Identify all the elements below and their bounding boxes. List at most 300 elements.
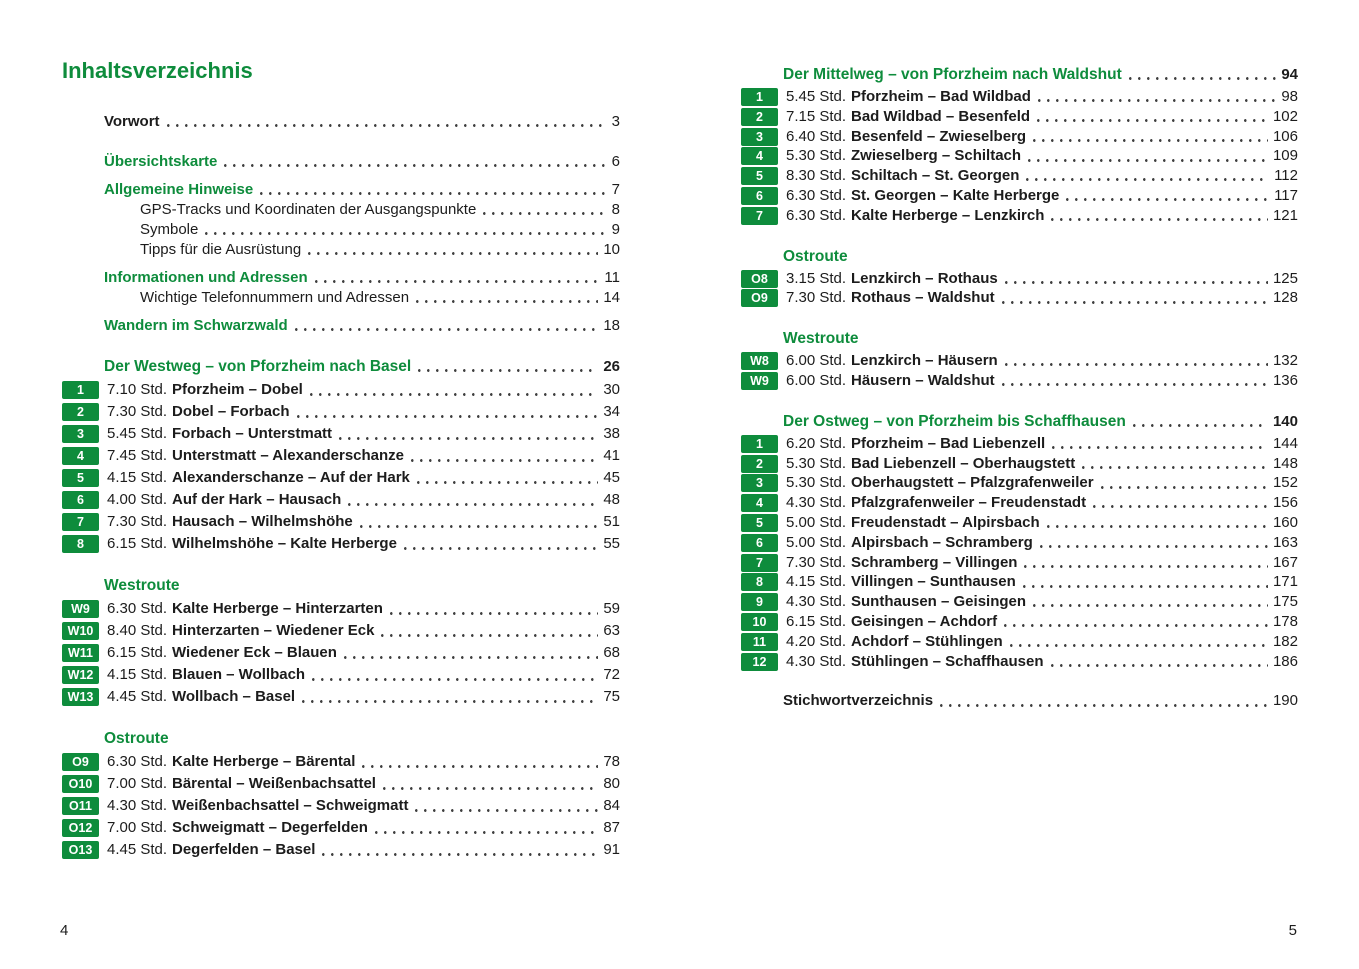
stage-title: Bad Wildbad – Besenfeld bbox=[851, 107, 1031, 125]
dot-leader bbox=[1047, 513, 1268, 533]
stage-duration: 4.30 Std. bbox=[786, 494, 847, 512]
stage-title: Pforzheim – Bad Wildbad bbox=[851, 88, 1031, 105]
dot-leader bbox=[362, 751, 598, 773]
dot-leader bbox=[322, 839, 598, 861]
page-ref: 80 bbox=[603, 775, 620, 792]
section-heading-label: Ostroute bbox=[783, 247, 848, 265]
page-ref: 94 bbox=[1281, 66, 1298, 83]
dot-leader bbox=[205, 220, 606, 240]
page-ref: 132 bbox=[1272, 352, 1298, 370]
dot-leader bbox=[302, 686, 598, 708]
stage-duration: 4.15 Std. bbox=[107, 469, 168, 486]
page-ref: 10 bbox=[603, 241, 620, 258]
section-heading bbox=[741, 246, 1298, 267]
stage-duration: 7.30 Std. bbox=[107, 513, 168, 530]
page-ref: 109 bbox=[1272, 147, 1298, 165]
dot-leader bbox=[1002, 371, 1268, 391]
stage-duration: 8.40 Std. bbox=[107, 622, 168, 639]
dot-leader bbox=[1026, 166, 1269, 186]
toc-entry bbox=[62, 316, 620, 336]
stage-duration: 4.30 Std. bbox=[786, 652, 847, 670]
page-ref: 59 bbox=[603, 600, 620, 617]
toc-row bbox=[62, 489, 620, 511]
dot-leader bbox=[483, 200, 606, 220]
stage-badge: 6 bbox=[741, 534, 778, 552]
stage-duration: 6.00 Std. bbox=[786, 352, 847, 370]
toc-row bbox=[741, 454, 1298, 474]
page-ref: 121 bbox=[1272, 206, 1298, 224]
page-ref: 55 bbox=[603, 535, 620, 552]
page-ref: 18 bbox=[603, 317, 620, 334]
stage-title: Bad Liebenzell – Oberhaugstett bbox=[851, 454, 1076, 472]
stage-list bbox=[741, 87, 1298, 226]
toc-row bbox=[741, 493, 1298, 513]
page-ref: 190 bbox=[1272, 692, 1298, 710]
toc-row bbox=[62, 751, 620, 773]
page-ref: 128 bbox=[1272, 289, 1298, 307]
stage-badge: O13 bbox=[62, 841, 99, 859]
stage-title: Rothaus – Waldshut bbox=[851, 289, 995, 307]
page-ref: 48 bbox=[603, 491, 620, 508]
page-ref: 102 bbox=[1272, 107, 1298, 125]
dot-leader bbox=[1066, 186, 1269, 206]
stage-title: Alpirsbach – Schramberg bbox=[851, 533, 1033, 551]
dot-leader bbox=[1051, 206, 1268, 226]
dot-leader bbox=[348, 489, 598, 511]
page-ref: 136 bbox=[1272, 371, 1298, 389]
toc-entry bbox=[62, 220, 620, 240]
dot-leader bbox=[310, 379, 598, 401]
toc-row bbox=[62, 511, 620, 533]
stage-badge: O10 bbox=[62, 775, 99, 793]
stage-badge: W9 bbox=[62, 600, 99, 618]
page-ref: 75 bbox=[603, 688, 620, 705]
toc-row bbox=[741, 434, 1298, 454]
stage-title: Schramberg – Villingen bbox=[851, 553, 1018, 571]
stage-badge: 5 bbox=[62, 469, 99, 487]
stage-badge: 1 bbox=[741, 88, 778, 106]
section-heading-label: Ostroute bbox=[104, 730, 169, 747]
stage-badge: 7 bbox=[741, 207, 778, 225]
toc-row bbox=[62, 664, 620, 686]
section-heading-label: Der Westweg – von Pforzheim nach Basel bbox=[104, 358, 412, 375]
stage-duration: 6.30 Std. bbox=[107, 753, 168, 770]
stage-duration: 4.45 Std. bbox=[107, 688, 168, 705]
dot-leader bbox=[360, 511, 599, 533]
section-heading bbox=[741, 328, 1298, 349]
stage-title: Geisingen – Achdorf bbox=[851, 612, 998, 630]
toc-row bbox=[62, 686, 620, 708]
stage-title: Oberhaugstett – Pfalzgrafenweiler bbox=[851, 474, 1094, 492]
stage-badge: 10 bbox=[741, 613, 778, 631]
dot-leader bbox=[1052, 434, 1268, 454]
document-title: Inhaltsverzeichnis bbox=[62, 58, 253, 83]
stage-duration: 4.30 Std. bbox=[107, 797, 168, 814]
stage-duration: 4.20 Std. bbox=[786, 632, 847, 650]
section-ostweg bbox=[741, 411, 1298, 672]
stage-title: Auf der Hark – Hausach bbox=[172, 491, 342, 508]
toc-row bbox=[62, 401, 620, 423]
page-ref: 51 bbox=[603, 513, 620, 530]
toc-entry-label: Wichtige Telefonnummern und Adressen bbox=[140, 289, 410, 306]
stage-duration: 4.15 Std. bbox=[786, 573, 847, 591]
stage-title: Lenzkirch – Häusern bbox=[851, 352, 998, 370]
stage-duration: 4.45 Std. bbox=[107, 841, 168, 858]
stage-badge: 2 bbox=[741, 455, 778, 473]
stage-duration: 6.30 Std. bbox=[107, 600, 168, 617]
stage-badge: W13 bbox=[62, 688, 99, 706]
toc-entry-label: Informationen und Adressen bbox=[104, 269, 308, 286]
stage-list bbox=[62, 751, 620, 861]
stage-title: Hinterzarten – Wiedener Eck bbox=[172, 622, 375, 639]
stage-duration: 7.30 Std. bbox=[107, 403, 168, 420]
toc-row bbox=[741, 612, 1298, 632]
stage-duration: 4.15 Std. bbox=[107, 666, 168, 683]
stage-duration: 6.20 Std. bbox=[786, 434, 847, 452]
stage-badge: 8 bbox=[741, 573, 778, 591]
stage-title: Besenfeld – Zwieselberg bbox=[851, 127, 1027, 145]
dot-leader bbox=[1005, 351, 1268, 371]
section-heading bbox=[62, 356, 620, 377]
stage-badge: W8 bbox=[741, 352, 778, 370]
page-ref: 87 bbox=[603, 819, 620, 836]
dot-leader bbox=[344, 642, 598, 664]
dot-leader bbox=[1028, 146, 1268, 166]
page-ref: 186 bbox=[1272, 652, 1298, 670]
dot-leader bbox=[1129, 64, 1277, 85]
stage-title: Dobel – Forbach bbox=[172, 403, 290, 420]
stage-duration: 5.30 Std. bbox=[786, 147, 847, 165]
stage-duration: 7.30 Std. bbox=[786, 289, 847, 307]
stage-title: Achdorf – Stühlingen bbox=[851, 632, 1003, 650]
dot-leader bbox=[167, 112, 607, 132]
stage-title: Bärental – Weißenbachsattel bbox=[172, 775, 376, 792]
stage-badge: 2 bbox=[62, 403, 99, 421]
page-ref: 117 bbox=[1274, 186, 1298, 204]
toc-row bbox=[741, 513, 1298, 533]
dot-leader bbox=[381, 620, 598, 642]
folio-right: 5 bbox=[1288, 922, 1297, 939]
toc-entry bbox=[62, 268, 620, 288]
stage-duration: 7.00 Std. bbox=[107, 819, 168, 836]
stage-title: St. Georgen – Kalte Herberge bbox=[851, 186, 1060, 204]
stage-duration: 4.30 Std. bbox=[786, 593, 847, 611]
toc-row bbox=[62, 620, 620, 642]
stage-title: Wilhelmshöhe – Kalte Herberge bbox=[172, 535, 397, 552]
stage-title: Kalte Herberge – Lenzkirch bbox=[851, 206, 1045, 224]
page-ref: 8 bbox=[611, 201, 620, 218]
stage-duration: 7.15 Std. bbox=[786, 107, 847, 125]
page-ref: 63 bbox=[603, 622, 620, 639]
stage-title: Villingen – Sunthausen bbox=[851, 573, 1016, 591]
stage-title: Sunthausen – Geisingen bbox=[851, 593, 1027, 611]
page-ref: 45 bbox=[603, 469, 620, 486]
toc-row bbox=[741, 87, 1298, 107]
page-ref: 98 bbox=[1281, 88, 1298, 105]
toc-row bbox=[62, 817, 620, 839]
page-ref: 78 bbox=[603, 753, 620, 770]
stage-duration: 7.45 Std. bbox=[107, 447, 168, 464]
dot-leader bbox=[940, 691, 1268, 711]
stage-duration: 5.30 Std. bbox=[786, 454, 847, 472]
toc-row bbox=[741, 652, 1298, 672]
stage-duration: 7.30 Std. bbox=[786, 553, 847, 571]
stage-badge: 9 bbox=[741, 593, 778, 611]
section-heading bbox=[62, 575, 620, 596]
toc-row bbox=[741, 533, 1298, 553]
dot-leader bbox=[418, 356, 598, 377]
stage-badge: 3 bbox=[62, 425, 99, 443]
page-ref: 38 bbox=[603, 425, 620, 442]
section-westweg bbox=[62, 356, 620, 555]
dot-leader bbox=[339, 423, 598, 445]
page-ref: 178 bbox=[1272, 612, 1298, 630]
toc-row bbox=[741, 127, 1298, 147]
dot-leader bbox=[416, 288, 598, 308]
stage-title: Stühlingen – Schaffhausen bbox=[851, 652, 1044, 670]
stage-badge: O9 bbox=[741, 289, 778, 307]
section-heading-label: Der Mittelweg – von Pforzheim nach Waldshut bbox=[783, 66, 1122, 83]
toc-row bbox=[62, 773, 620, 795]
dot-leader bbox=[1040, 533, 1268, 553]
toc-entry bbox=[62, 112, 620, 132]
page-ref: 72 bbox=[603, 666, 620, 683]
stage-duration: 3.15 Std. bbox=[786, 269, 847, 287]
page-ref: 26 bbox=[603, 358, 620, 375]
stage-title: Weißenbachsattel – Schweigmatt bbox=[172, 797, 409, 814]
page-ref: 6 bbox=[611, 153, 620, 170]
section-heading bbox=[741, 64, 1298, 85]
stage-badge: 2 bbox=[741, 108, 778, 126]
toc-entry-label: Symbole bbox=[140, 221, 199, 238]
dot-leader bbox=[415, 795, 598, 817]
stage-badge: 6 bbox=[741, 187, 778, 205]
stage-title: Hausach – Wilhelmshöhe bbox=[172, 513, 353, 530]
page-ref: 171 bbox=[1272, 573, 1298, 591]
index-entry bbox=[741, 691, 1298, 711]
stage-badge: O12 bbox=[62, 819, 99, 837]
section-heading bbox=[62, 728, 620, 749]
section-heading-label: Der Ostweg – von Pforzheim bis Schaffhausen bbox=[783, 412, 1126, 430]
toc-entry-label: Allgemeine Hinweise bbox=[104, 181, 254, 198]
stage-duration: 4.00 Std. bbox=[107, 491, 168, 508]
page-ref: 41 bbox=[603, 447, 620, 464]
toc-row bbox=[741, 632, 1298, 652]
toc-entry bbox=[62, 288, 620, 308]
toc-entry-label: GPS-Tracks und Koordinaten der Ausgangspunkte bbox=[140, 201, 477, 218]
stage-title: Alexanderschanze – Auf der Hark bbox=[172, 469, 410, 486]
toc-row bbox=[62, 379, 620, 401]
stage-badge: W11 bbox=[62, 644, 99, 662]
stage-badge: 3 bbox=[741, 128, 778, 146]
folio-left: 4 bbox=[60, 922, 69, 939]
stage-badge: 6 bbox=[62, 491, 99, 509]
page-ref: 68 bbox=[603, 644, 620, 661]
dot-leader bbox=[1005, 269, 1268, 289]
dot-leader bbox=[1033, 127, 1268, 147]
toc-entry bbox=[62, 240, 620, 260]
page-ref: 156 bbox=[1272, 494, 1298, 512]
toc-row bbox=[741, 107, 1298, 127]
toc-row bbox=[62, 533, 620, 555]
toc-row bbox=[741, 553, 1298, 573]
section-westroute bbox=[62, 575, 620, 708]
page-ref: 163 bbox=[1272, 533, 1298, 551]
stage-duration: 7.10 Std. bbox=[107, 381, 168, 398]
toc-row bbox=[741, 206, 1298, 226]
dot-leader bbox=[1038, 87, 1276, 107]
stage-title: Häusern – Waldshut bbox=[851, 371, 995, 389]
stage-badge: 5 bbox=[741, 514, 778, 532]
dot-leader bbox=[1002, 288, 1268, 308]
section-westroute-mittelweg bbox=[741, 328, 1298, 391]
stage-badge: 1 bbox=[62, 381, 99, 399]
stage-list bbox=[741, 351, 1298, 391]
stage-duration: 5.45 Std. bbox=[786, 88, 847, 105]
page-ref: 152 bbox=[1272, 474, 1298, 492]
stage-duration: 5.45 Std. bbox=[107, 425, 168, 442]
toc-row bbox=[741, 473, 1298, 493]
toc-row bbox=[741, 186, 1298, 206]
stage-list bbox=[741, 434, 1298, 672]
dot-leader bbox=[315, 268, 600, 288]
stage-badge: 7 bbox=[62, 513, 99, 531]
dot-leader bbox=[390, 598, 598, 620]
stage-duration: 6.30 Std. bbox=[786, 206, 847, 224]
stage-title: Wiedener Eck – Blauen bbox=[172, 644, 337, 661]
section-heading-label: Westroute bbox=[783, 330, 859, 348]
dot-leader bbox=[1010, 632, 1268, 652]
dot-leader bbox=[417, 467, 598, 489]
page-ref: 34 bbox=[603, 403, 620, 420]
page-ref: 167 bbox=[1272, 553, 1298, 571]
page-ref: 175 bbox=[1272, 593, 1298, 611]
page-ref: 11 bbox=[604, 269, 620, 286]
page-ref: 125 bbox=[1272, 269, 1298, 287]
dot-leader bbox=[383, 773, 598, 795]
stage-badge: 3 bbox=[741, 474, 778, 492]
toc-entry-label: Vorwort bbox=[104, 113, 160, 130]
toc-row bbox=[741, 371, 1298, 391]
dot-leader bbox=[404, 533, 598, 555]
dot-leader bbox=[1082, 454, 1268, 474]
page-ref: 30 bbox=[603, 381, 620, 398]
stage-badge: 12 bbox=[741, 653, 778, 671]
stage-title: Freudenstadt – Alpirsbach bbox=[851, 513, 1040, 531]
dot-leader bbox=[224, 152, 606, 172]
stage-duration: 6.15 Std. bbox=[107, 535, 168, 552]
stage-title: Kalte Herberge – Bärental bbox=[172, 753, 356, 770]
stage-title: Kalte Herberge – Hinterzarten bbox=[172, 600, 383, 617]
page-ref: 3 bbox=[611, 113, 620, 130]
stage-duration: 6.30 Std. bbox=[786, 186, 847, 204]
stage-badge: O9 bbox=[62, 753, 99, 771]
toc-row bbox=[62, 642, 620, 664]
stage-title: Zwieselberg – Schiltach bbox=[851, 147, 1022, 165]
stage-badge: 5 bbox=[741, 167, 778, 185]
toc-row bbox=[741, 269, 1298, 289]
section-heading bbox=[741, 411, 1298, 432]
stage-title: Pforzheim – Bad Liebenzell bbox=[851, 434, 1046, 452]
stage-badge: 11 bbox=[741, 633, 778, 651]
dot-leader bbox=[1093, 493, 1268, 513]
stage-badge: 8 bbox=[62, 535, 99, 553]
toc-row bbox=[741, 572, 1298, 592]
stage-title: Lenzkirch – Rothaus bbox=[851, 269, 998, 287]
stage-duration: 5.30 Std. bbox=[786, 474, 847, 492]
right-page bbox=[741, 64, 1298, 711]
page-ref: 144 bbox=[1272, 434, 1298, 452]
front-matter bbox=[62, 112, 620, 336]
stage-badge: W12 bbox=[62, 666, 99, 684]
stage-title: Unterstmatt – Alexanderschanze bbox=[172, 447, 405, 464]
page-ref: 7 bbox=[611, 181, 620, 198]
stage-title: Pfalzgrafenweiler – Freudenstadt bbox=[851, 494, 1087, 512]
page-ref: 106 bbox=[1272, 127, 1298, 145]
stage-badge: 4 bbox=[741, 494, 778, 512]
section-ostroute-mittelweg bbox=[741, 246, 1298, 309]
page-ref: 112 bbox=[1274, 167, 1298, 185]
toc-row bbox=[62, 423, 620, 445]
dot-leader bbox=[1023, 572, 1268, 592]
toc-entry bbox=[62, 152, 620, 172]
dot-leader bbox=[1024, 553, 1268, 573]
page-ref: 9 bbox=[611, 221, 620, 238]
dot-leader bbox=[1051, 652, 1268, 672]
stage-badge: 1 bbox=[741, 435, 778, 453]
toc-row bbox=[741, 146, 1298, 166]
dot-leader bbox=[1037, 107, 1268, 127]
stage-duration: 6.15 Std. bbox=[786, 612, 847, 630]
toc-entry-label: Wandern im Schwarzwald bbox=[104, 317, 288, 334]
page-ref: 182 bbox=[1272, 632, 1298, 650]
stage-badge: W10 bbox=[62, 622, 99, 640]
stage-badge: 4 bbox=[62, 447, 99, 465]
toc-row bbox=[741, 288, 1298, 308]
stage-title: Forbach – Unterstmatt bbox=[172, 425, 333, 442]
toc-entry-label: Übersichtskarte bbox=[104, 153, 218, 170]
page-ref: 14 bbox=[603, 289, 620, 306]
dot-leader bbox=[1033, 592, 1268, 612]
toc-row bbox=[62, 467, 620, 489]
dot-leader bbox=[1004, 612, 1268, 632]
dot-leader bbox=[312, 664, 598, 686]
dot-leader bbox=[260, 180, 606, 200]
page-ref: 160 bbox=[1272, 513, 1298, 531]
section-mittelweg bbox=[741, 64, 1298, 226]
toc-entry-label: Tipps für die Ausrüstung bbox=[140, 241, 302, 258]
stage-list bbox=[741, 269, 1298, 309]
stage-title: Blauen – Wollbach bbox=[172, 666, 306, 683]
toc-entry bbox=[62, 200, 620, 220]
stage-duration: 5.00 Std. bbox=[786, 513, 847, 531]
dot-leader bbox=[295, 316, 599, 336]
stage-duration: 6.00 Std. bbox=[786, 371, 847, 389]
page-ref: 84 bbox=[603, 797, 620, 814]
dot-leader bbox=[375, 817, 598, 839]
dot-leader bbox=[411, 445, 598, 467]
stage-title: Schiltach – St. Georgen bbox=[851, 167, 1020, 185]
stage-badge: 7 bbox=[741, 554, 778, 572]
stage-badge: O11 bbox=[62, 797, 99, 815]
toc-row bbox=[741, 592, 1298, 612]
stage-title: Schweigmatt – Degerfelden bbox=[172, 819, 368, 836]
toc-row bbox=[741, 166, 1298, 186]
stage-badge: O8 bbox=[741, 270, 778, 288]
toc-row bbox=[62, 598, 620, 620]
toc-row bbox=[62, 839, 620, 861]
toc-row bbox=[741, 351, 1298, 371]
